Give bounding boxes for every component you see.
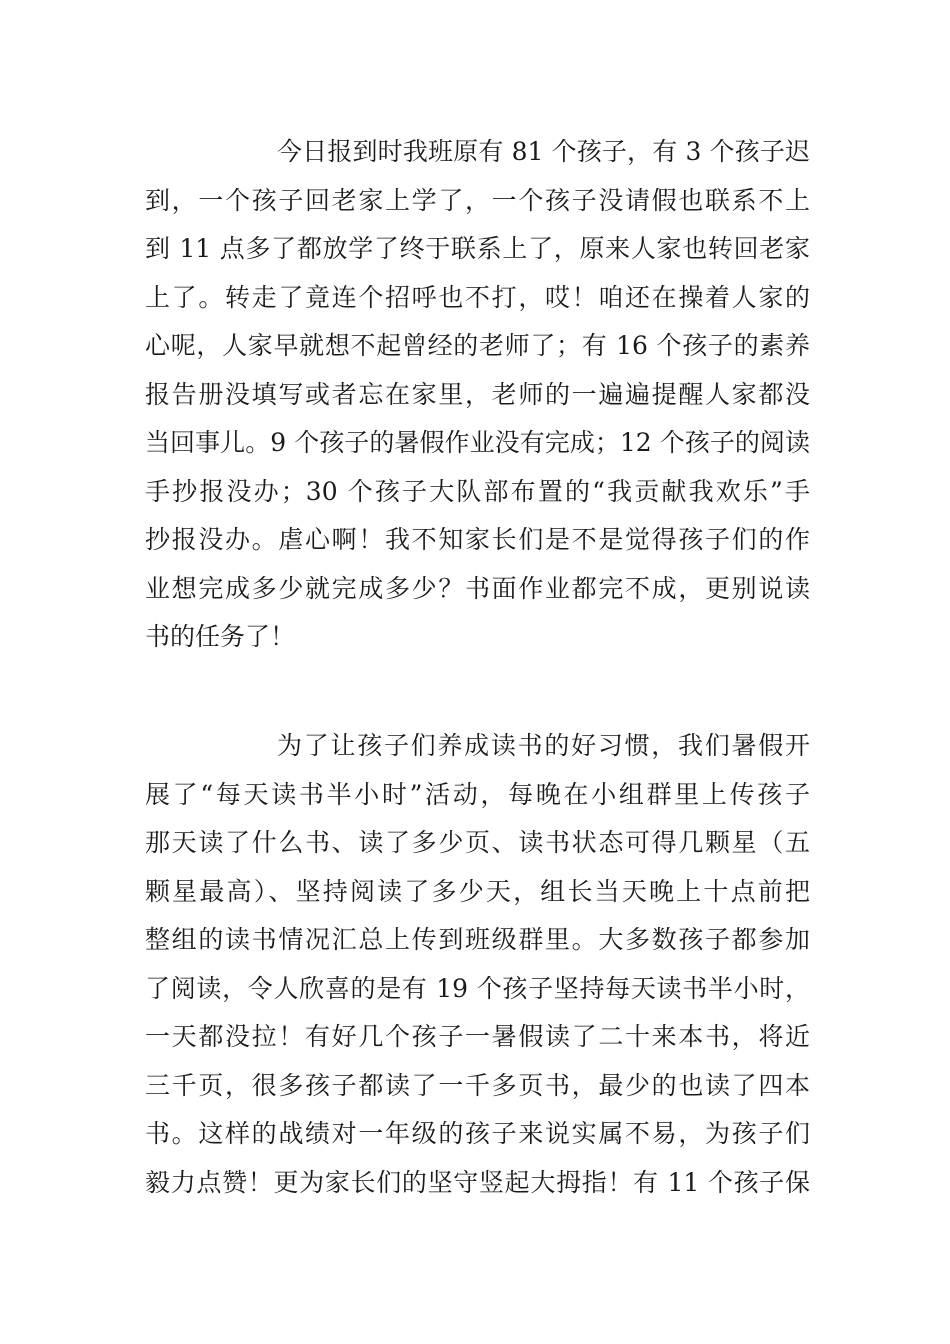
paragraph-line: 那天读了什么书、读了多少页、读书状态可得几颗星（五 [145, 828, 810, 857]
paragraph-line: 书。这样的战绩对一年级的孩子来说实属不易，为孩子们 [145, 1119, 810, 1148]
paragraph-line: 到，一个孩子回老家上学了，一个孩子没请假也联系不上 [145, 185, 810, 215]
paragraph-line: 报告册没填写或者忘在家里，老师的一遍遍提醒人家都没 [145, 379, 810, 409]
paragraph-line: 颗星最高）、坚持阅读了多少天，组长当天晚上十点前把 [145, 876, 810, 906]
paragraph-line: 了阅读，令人欣喜的是有 19 个孩子坚持每天读书半小时， [145, 973, 810, 1003]
paragraph-line: 为了让孩子们养成读书的好习惯，我们暑假开 [277, 731, 810, 760]
paragraph-line: 书的任务了！ [145, 622, 296, 651]
paragraph-line: 展了“每天读书半小时”活动，每晚在小组群里上传孩子 [145, 779, 810, 809]
paragraph-line: 一天都没拉！有好几个孩子一暑假读了二十来本书，将近 [145, 1022, 810, 1051]
paragraph-line: 三千页，很多孩子都读了一千多页书，最少的也读了四本 [145, 1070, 810, 1100]
paragraph-line: 今日报到时我班原有 81 个孩子，有 3 个孩子迟 [277, 137, 810, 166]
paragraph-line: 整组的读书情况汇总上传到班级群里。大多数孩子都参加 [145, 925, 810, 954]
paragraph-reading-activity [145, 722, 810, 1207]
paragraph-line: 心呢，人家早就想不起曾经的老师了；有 16 个孩子的素养 [145, 331, 810, 360]
paragraph-line: 当回事儿。9 个孩子的暑假作业没有完成；12 个孩子的阅读 [145, 428, 810, 457]
paragraph-line: 到 11 点多了都放学了终于联系上了，原来人家也转回老家 [145, 234, 810, 263]
paragraph-report-day [145, 128, 810, 662]
paragraph-line: 手抄报没办；30 个孩子大队部布置的“我贡献我欢乐”手 [145, 476, 810, 506]
paragraph-line: 抄报没办。虐心啊！我不知家长们是不是觉得孩子们的作 [145, 525, 810, 554]
paragraph-line: 业想完成多少就完成多少？书面作业都完不成，更别说读 [145, 573, 810, 603]
paragraph-line: 上了。转走了竟连个招呼也不打，哎！咱还在操着人家的 [145, 282, 810, 312]
paragraph-line: 毅力点赞！更为家长们的坚守竖起大拇指！有 11 个孩子保 [145, 1167, 810, 1197]
